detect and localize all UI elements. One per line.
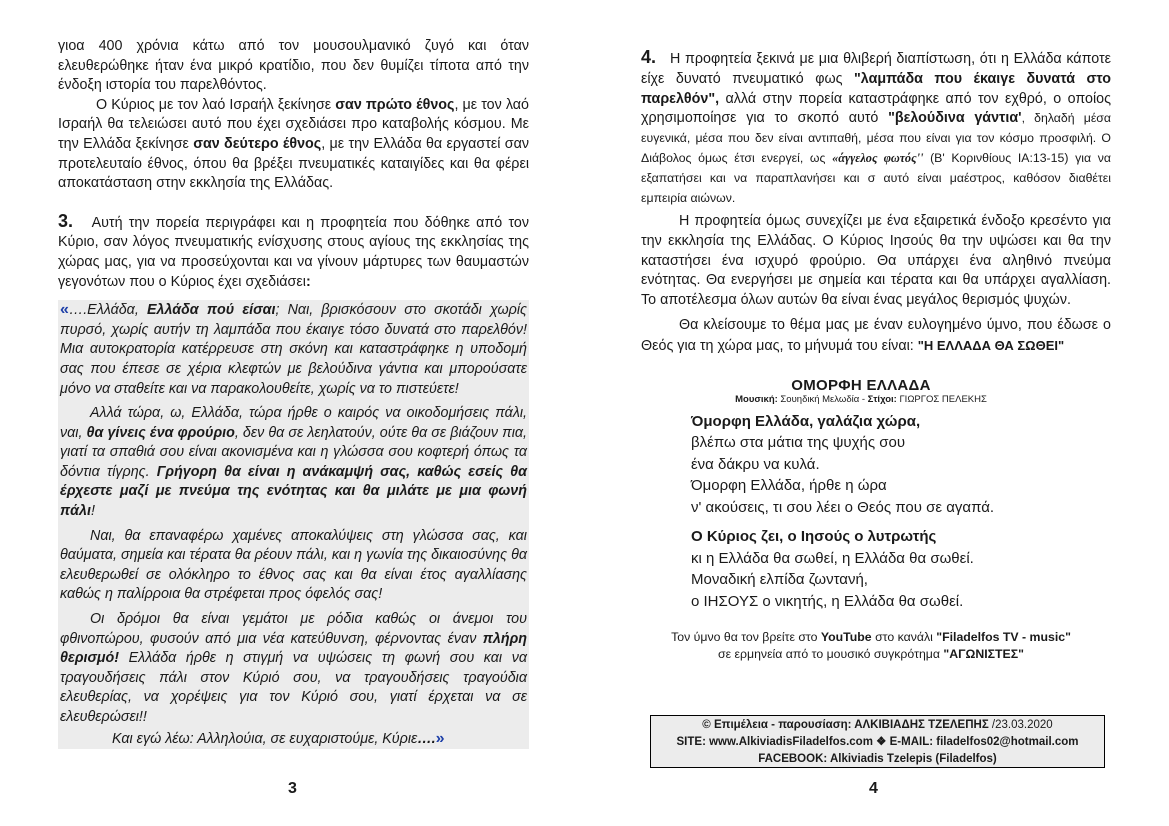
- left-page: [58, 37, 529, 749]
- site-label: SITE:: [676, 736, 706, 748]
- page-number-left: 3: [288, 780, 297, 797]
- quote-paragraph-1: [60, 300, 527, 399]
- text-run: (Β' Κορινθίους ΙΑ:13-15) για να εξαπατήσει και να παραπλανήσει και σ αυτό είναι μαέστρος, καθόσον διαθέτει εμπειρία αιώνων.: [641, 150, 1111, 205]
- text-run: Ο Κύριος με τον λαό Ισραήλ ξεκίνησε: [96, 96, 336, 113]
- paragraph-crescendo: Η προφητεία όμως συνεχίζει με ένα εξαιρετικά ένδοξο κρεσέντο για την εκκλησία της Ελλάδας. Ο Κύριος Ιησούς θα την υψώσει και θα την καταστήσει ένα ισχυρό φρούριο. Θα υπάρχει ένα αληθινό πνεύμα ενότητας. Θα ενεργήσει με σημεία και τέρατα και θα υπάρχει αγαλλίαση. Το αποτέλεσμα όλων αυτών θα είναι ένας μεγάλος θερισμός ψυχών.: [641, 213, 1111, 308]
- section-4-number: 4.: [641, 47, 657, 67]
- quote-paragraph-4: [60, 610, 527, 728]
- paragraph-intro: γιοα 400 χρόνια κάτω από τον μουσουλμανικό ζυγό και όταν ελευθερώθηκε ήταν ένα μικρό κρατίδιο, που δεν θυμίζει τίποτα από την ένδοξη ιστορία του παρελθόντος.: [58, 38, 529, 94]
- emphasis-angel-of-light: «άγγελος φωτός'': [832, 150, 924, 165]
- stanza-line: κι η Ελλάδα θα σωθεί, η Ελλάδα θα σωθεί.: [691, 549, 974, 567]
- email-label: E-MAIL:: [889, 736, 934, 748]
- hymn-title: ΟΜΟΡΦΗ ΕΛΛΑΔΑ: [791, 376, 931, 394]
- close-quote-mark: »: [435, 729, 445, 747]
- footer-date: /23.03.2020: [988, 719, 1053, 731]
- stanza-line: Όμορφη Ελλάδα, ήρθε η ώρα: [691, 477, 887, 495]
- text-run: ; Ναι, βρισκόσουν στο σκοτάδι χωρίς πυρσό, χωρίς αυτήν τη λαμπάδα που έκαιγε τόσο δυνατά στο παρελθόν! Μια αυτοκρατορία κατέρρευσε στη σκόνη και καταστράφηκε η υποδομή σας που έπεσε σε χέρια κλεφτών με βελούδινα γάντια και μπορούσατε μόνο να σταθείτε και να παρακολουθείτε, χωρίς να το πιστεύετε!: [60, 302, 527, 397]
- text-run: Θα κλείσουμε το θέμα μας με έναν ευλογημένο ύμνο, που έδωσε ο Θεός για τη χώρα μας, το μήνυμά του είναι:: [641, 317, 1111, 354]
- text-run: Η προφητεία ξεκινά με μια θλιβερή διαπίστωση, ότι η Ελλάδα κάποτε είχε δυνατό πνευματικό φως: [641, 51, 1112, 87]
- emphasis: Γρήγορη θα είναι η ανάκαμψή σας, καθώς εσείς θα έρχεστε μαζί με πνεύμα της ενότητας και θα μιλάτε με μια φωνή πάλι: [60, 463, 527, 520]
- channel-name: "Filadelfos TV - music": [936, 630, 1071, 645]
- text-run: , δηλαδή μέσα ευγενικά, μέσα που δεν είναι αντιπαθή, μέσα που είναι για τον κόσμο προσφιλή. Ο Διάβολος όμως έτσι ενεργεί, ως: [641, 111, 1111, 165]
- text-run: Ελλάδα ήρθε η στιγμή να υψώσεις τη φωνή σου και να τραγουδήσεις πάλι στον Κύριό σου, να τραγουδήσεις τραγούδια ελευθερίας, να χορέψεις για τον Κύριό σου, γιατί έρχεται να σε ελευθερώσει!!: [60, 650, 527, 725]
- quote-paragraph-3: Ναι, θα επαναφέρω χαμένες αποκαλύψεις στη γλώσσα σας, και θαύματα, σημεία και τέρατα θα ρέουν πάλι, και η γωνία της δικαιοσύνης θα ελευθερωθεί σε ολόκληρο το έθνος σας και θα είναι έτος αγαλλίασης καθώς η παλίρροια θα στρέφεται προς όφελός σας!: [60, 527, 527, 603]
- text-run: Τον ύμνο θα τον βρείτε στο: [671, 630, 821, 645]
- stanza-line: Ο Κύριος ζει, ο Ιησούς ο λυτρωτής: [691, 528, 937, 546]
- stanza-1: [691, 411, 1111, 519]
- right-page: [641, 48, 1111, 662]
- stanza-line: ν' ακούσεις, τι σου λέει ο Θεός που σε αγαπά.: [691, 498, 995, 516]
- hymn-credits: [611, 394, 1111, 405]
- text-run: ….Ελλάδα,: [68, 302, 147, 319]
- site-link[interactable]: www.AlkiviadisFiladelfos.com: [705, 736, 873, 748]
- emphasis: Ελλάδα πού είσαι: [146, 302, 276, 319]
- emphasis-second-nation: σαν δεύτερο έθνος: [193, 135, 322, 152]
- text-run: , δεν θα σε λεηλατούν, ούτε θα σε βιάζουν πια, γιατί τα σπαθιά σου είναι ακονισμένα και η γλώσσα σου κοφτερή όπως τα δόντια τίγρης.: [60, 424, 527, 480]
- emphasis: πλήρη θερισμό!: [60, 630, 527, 667]
- email-link[interactable]: filadelfos02@hotmail.com: [933, 736, 1079, 748]
- text-run: Αυτή την πορεία περιγράφει και η προφητεία που δόθηκε από τον Κύριο, σαν λόγος πνευματικής ενίσχυσης στους αγίους της εκκλησίας της χώρας μας, για να προσεύχονται και να γίνουν μάρτυρες των θαυμαστών γεγονότων που ο Κύριος έχει σχεδιάσει: [58, 214, 529, 290]
- music-value: Σουηδική Μελωδία -: [777, 393, 868, 405]
- page-number-right: 4: [869, 780, 878, 797]
- stanza-2: [691, 526, 1111, 612]
- lyrics-label: Στίχοι:: [867, 393, 897, 405]
- section-3-number: 3.: [58, 210, 74, 231]
- band-name: "ΑΓΩΝΙΣΤΕΣ": [943, 646, 1024, 661]
- quote-paragraph-5: [60, 729, 527, 750]
- prophecy-quote: [58, 300, 529, 749]
- text-run: σε ερμηνεία από το μουσικό συγκρότημα: [718, 646, 944, 661]
- emphasis-torch: "λαμπάδα που έκαιγε δυνατά στο παρελθόν",: [641, 70, 1111, 107]
- separator-icon: ❖: [872, 736, 890, 748]
- lyrics-value: ΓΙΩΡΓΟΣ ΠΕΛΕΚΗΣ: [896, 393, 987, 405]
- text-run: αλλά στην πορεία καταστράφηκε από τον εχθρό, ο οποίος χρησιμοποίησε για το σκοπό αυτό: [641, 90, 1111, 127]
- text-run: Οι δρόμοι θα είναι γεμάτοι με ρόδια καθώς οι άνεμοι του φθινοπώρου, φυσούν από μια νέα κατεύθυνση, φέρνοντας έναν: [60, 611, 527, 647]
- youtube-link[interactable]: YouTube: [820, 630, 872, 645]
- section-4-paragraph: [641, 48, 1111, 208]
- text-run: , με την Ελλάδα θα εργαστεί σαν προτελευταίο έθνος, όπου θα βρέξει πνευματικές καταιγίδες και θα φέρει αποκατάσταση στην εκκλησία της Ελλάδας.: [58, 135, 529, 192]
- text-run: Αλλά τώρα, ω, Ελλάδα, τώρα ήρθε ο καιρός να οικοδομήσεις πάλι, ναι,: [60, 405, 527, 441]
- paragraph-nations: [58, 96, 529, 194]
- note-line-1: [631, 629, 1111, 646]
- stanza-line: Όμορφη Ελλάδα, γαλάζια χώρα,: [691, 412, 921, 430]
- closing-dots: ….: [417, 730, 436, 747]
- text-run: Και εγώ λέω: Αλληλούια, σε ευχαριστούμε, Κύριε: [112, 730, 418, 747]
- emphasis: θα γίνεις ένα φρούριο: [86, 424, 235, 441]
- hymn: [641, 377, 1111, 613]
- section-3-paragraph: [58, 212, 529, 292]
- quote-paragraph-2: [60, 404, 527, 522]
- footer-line-3: [651, 751, 1104, 768]
- footer-line-1: [651, 717, 1104, 734]
- emphasis-first-nation: σαν πρώτο έθνος: [335, 96, 455, 113]
- editor-credit: © Επιμέλεια - παρουσίαση: ΑΛΚΙΒΙΑΔΗΣ ΤΖΕΛΕΠΗΣ: [702, 719, 989, 731]
- stanza-line: Μοναδική ελπίδα ζωντανή,: [691, 571, 868, 589]
- credits-footer: [650, 715, 1105, 768]
- open-quote-mark: «: [60, 301, 69, 319]
- music-label: Μουσική:: [735, 393, 778, 405]
- text-run: !: [90, 503, 95, 520]
- note-line-2: [631, 646, 1111, 663]
- paragraph-hymn-intro: [641, 316, 1111, 356]
- colon: :: [305, 273, 311, 290]
- facebook-label: FACEBOOK:: [758, 753, 828, 765]
- emphasis-velvet-gloves: "βελούδινα γάντια': [888, 110, 1022, 127]
- text-run: στο κανάλι: [871, 630, 937, 645]
- footer-line-2: [651, 734, 1104, 751]
- stanza-line: βλέπω στα μάτια της ψυχής σου: [691, 434, 906, 452]
- youtube-note: [631, 629, 1111, 662]
- stanza-line: ένα δάκρυ να κυλά.: [691, 455, 820, 473]
- stanza-line: ο ΙΗΣΟΥΣ ο νικητής, η Ελλάδα θα σωθεί.: [691, 592, 964, 610]
- text-run: , με τον λαό Ισραήλ θα τελειώσει αυτό που έχει σχεδιάσει προ καταβολής κόσμου. Με την Ελλάδα ξεκίνησε: [58, 96, 529, 152]
- facebook-link[interactable]: Alkiviadis Tzelepis (Filadelfos): [827, 753, 997, 765]
- emphasis-greece-saved: "Η ΕΛΛΑΔΑ ΘΑ ΣΩΘΕΙ": [917, 337, 1065, 353]
